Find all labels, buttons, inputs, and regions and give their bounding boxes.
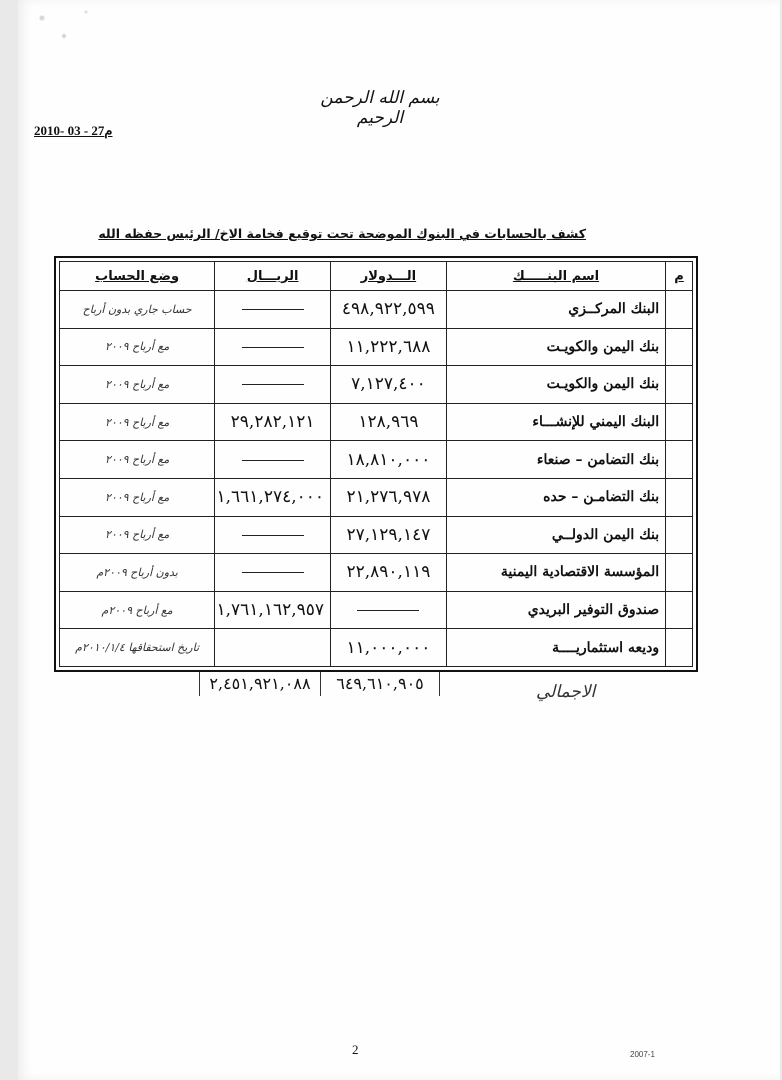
riyal-amount: [215, 291, 331, 329]
bank-name: بنك اليمن الدولــي: [446, 516, 665, 554]
row-index: [666, 366, 693, 404]
header-status: وضع الحساب: [60, 262, 215, 291]
account-status: مع أرباح ٢٠٠٩: [60, 328, 215, 366]
table-row: [60, 478, 693, 516]
row-index: [666, 441, 693, 479]
header-index: م: [666, 262, 693, 291]
riyal-amount: ٢٩,٢٨٢,١٢١: [215, 403, 331, 441]
riyal-amount: [215, 366, 331, 404]
usd-amount: ٧,١٢٧,٤٠٠: [331, 366, 447, 404]
riyal-amount: [215, 328, 331, 366]
row-index: [666, 403, 693, 441]
bank-name: البنك المركــزي: [446, 291, 665, 329]
usd-amount: ٢٧,١٢٩,١٤٧: [331, 516, 447, 554]
usd-amount: ٢١,٢٧٦,٩٧٨: [331, 478, 447, 516]
table-row: [60, 554, 693, 592]
document-title: كشف بالحسابات في البنوك الموضحة تحت توقيع فخامة الاخ/ الرئيس حفظه الله: [98, 226, 586, 241]
riyal-amount: [215, 516, 331, 554]
bank-name: بنك التضامن – صنعاء: [446, 441, 665, 479]
table-row: [60, 629, 693, 667]
account-status: تاريخ استحقاقها ٢٠١٠/١/٤م: [60, 629, 215, 667]
bank-name: المؤسسة الاقتصادية اليمنية: [446, 554, 665, 592]
header-usd: الـــدولار: [331, 262, 447, 291]
riyal-amount: [215, 629, 331, 667]
basmala-heading: بسم الله الرحمن الرحيم: [320, 88, 440, 128]
account-status: بدون أرباح ٢٠٠٩م: [60, 554, 215, 592]
table-row: [60, 441, 693, 479]
empty-dash: [242, 572, 304, 573]
account-status: مع أرباح ٢٠٠٩: [60, 441, 215, 479]
empty-dash: [357, 610, 419, 611]
header-bank: اسم البنـــــك: [446, 262, 665, 291]
bank-name: بنك اليمن والكويـت: [446, 328, 665, 366]
riyal-amount: [215, 554, 331, 592]
account-status: مع أرباح ٢٠٠٩م: [60, 591, 215, 629]
account-status: مع أرباح ٢٠٠٩: [60, 366, 215, 404]
header-riyal: الريـــال: [215, 262, 331, 291]
bank-name: البنك اليمني للإنشـــاء: [446, 403, 665, 441]
usd-amount: ١٨,٨١٠,٠٠٠: [331, 441, 447, 479]
footer-reference: 2007-1: [630, 1050, 655, 1059]
account-status: مع أرباح ٢٠٠٩: [60, 516, 215, 554]
total-usd: ٦٤٩,٦١٠,٩٠٥: [320, 672, 440, 696]
accounts-table-frame: [54, 256, 698, 672]
empty-dash: [242, 347, 304, 348]
riyal-amount: [215, 441, 331, 479]
document-date: 2010- 03 - 27م: [34, 123, 113, 138]
empty-dash: [242, 535, 304, 536]
usd-amount: ١١,٠٠٠,٠٠٠: [331, 629, 447, 667]
bank-name: بنك التضامـن – حده: [446, 478, 665, 516]
usd-amount: ١٢٨,٩٦٩: [331, 403, 447, 441]
row-index: [666, 554, 693, 592]
bank-name: بنك اليمن والكويـت: [446, 366, 665, 404]
riyal-amount: ١,٧٦١,١٦٢,٩٥٧: [215, 591, 331, 629]
table-row: [60, 328, 693, 366]
usd-amount: ١١,٢٢٢,٦٨٨: [331, 328, 447, 366]
usd-amount: ٢٢,٨٩٠,١١٩: [331, 554, 447, 592]
empty-dash: [242, 384, 304, 385]
bank-name: وديعه استثماريــــة: [446, 629, 665, 667]
total-riyal: ٢,٤٥١,٩٢١,٠٨٨: [199, 672, 320, 696]
account-status: مع أرباح ٢٠٠٩: [60, 403, 215, 441]
row-index: [666, 328, 693, 366]
row-index: [666, 591, 693, 629]
table-row: [60, 366, 693, 404]
page-number: 2: [352, 1042, 359, 1057]
table-row: [60, 516, 693, 554]
empty-dash: [242, 460, 304, 461]
table-header-row: [60, 262, 693, 291]
row-index: [666, 629, 693, 667]
table-row: [60, 403, 693, 441]
table-row: [60, 591, 693, 629]
scan-speckle: [20, 0, 130, 60]
row-index: [666, 478, 693, 516]
accounts-table: [59, 261, 693, 667]
bank-name: صندوق التوفير البريدي: [446, 591, 665, 629]
row-index: [666, 291, 693, 329]
riyal-amount: ١,٦٦١,٢٧٤,٠٠٠: [215, 478, 331, 516]
table-row: [60, 291, 693, 329]
usd-amount: [331, 591, 447, 629]
empty-dash: [242, 309, 304, 310]
total-label: الاجمالي: [536, 682, 596, 702]
usd-amount: ٤٩٨,٩٢٢,٥٩٩: [331, 291, 447, 329]
account-status: حساب جاري بدون أرباح: [60, 291, 215, 329]
account-status: مع أرباح ٢٠٠٩: [60, 478, 215, 516]
totals-row: [196, 672, 440, 696]
row-index: [666, 516, 693, 554]
